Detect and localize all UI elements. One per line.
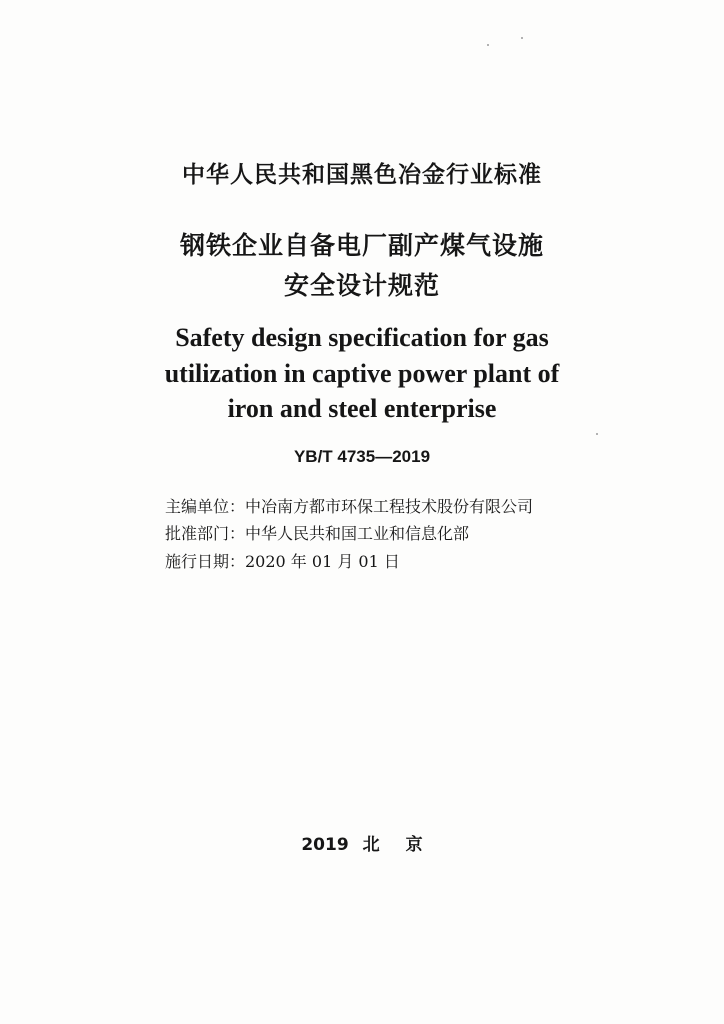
english-title-line-3: iron and steel enterprise [227,394,497,423]
standard-category: 中华人民共和国黑色冶金行业标准 [182,162,542,188]
scan-speck [596,433,598,435]
editor-unit: 主编单位：中冶南方都市环保工程技术股份有限公司 [165,497,534,516]
imprint-year: 2019 [301,835,349,855]
approving-department: 批准部门：中华人民共和国工业和信息化部 [165,524,470,543]
imprint-city-char-1: 北 [362,835,380,855]
scan-speck [487,44,489,46]
english-title-line-1: Safety design specification for gas [175,323,549,352]
chinese-title-line-1: 钢铁企业自备电厂副产煤气设施 [179,231,544,260]
scan-speck [521,37,523,39]
effective-date: 施行日期：2020 年 01 月 01 日 [165,552,400,571]
english-title-line-2: utilization in captive power plant of [164,359,560,388]
imprint-city-char-2: 京 [405,835,423,855]
standard-number: YB/T 4735—2019 [293,447,431,466]
imprint [0,830,724,855]
chinese-title-line-2: 安全设计规范 [283,271,440,300]
